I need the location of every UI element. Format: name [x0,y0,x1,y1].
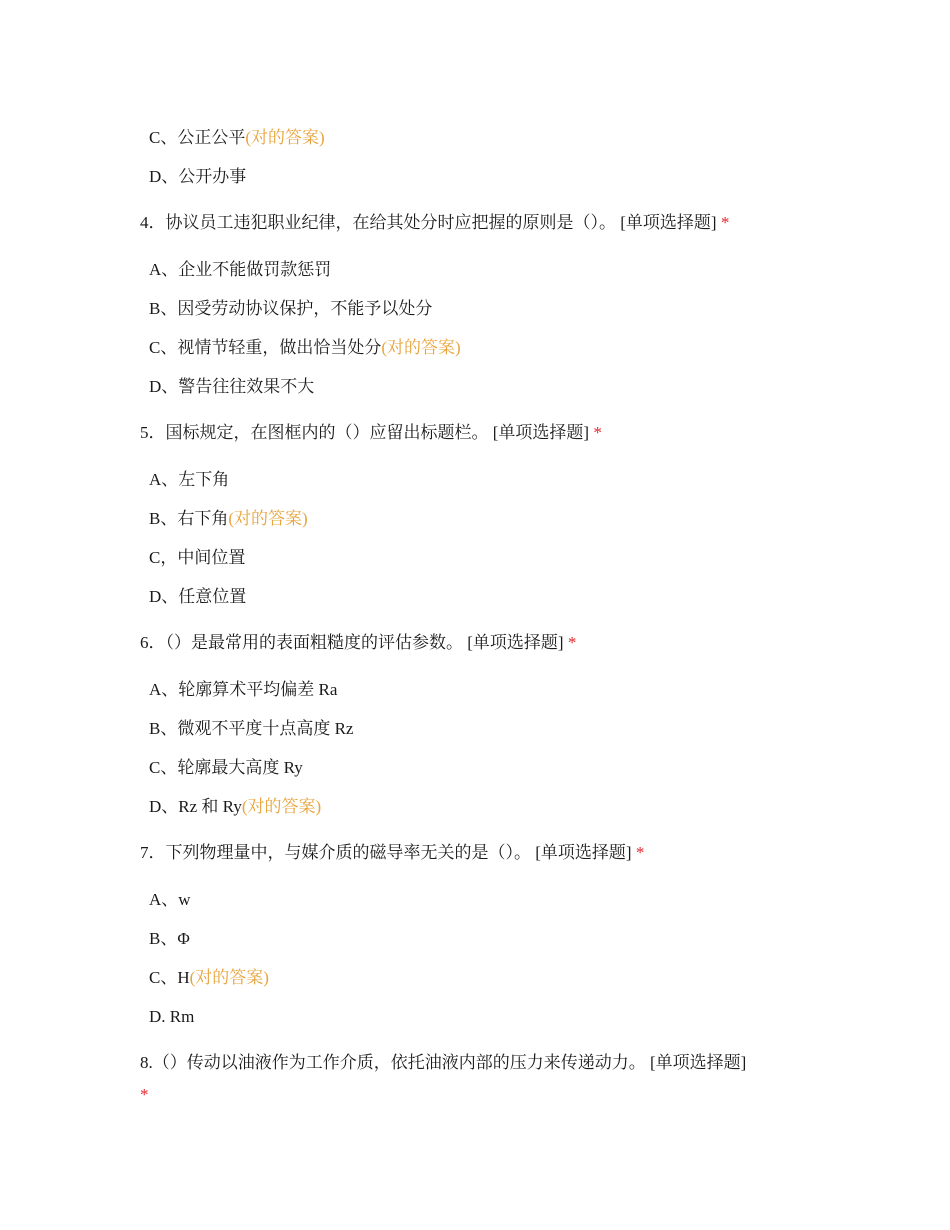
option-text: D、公开办事 [149,167,247,186]
option-text: D、警告往往效果不大 [149,377,315,396]
option-text: D、Rz 和 Ry [149,797,242,816]
required-star: * [593,423,602,442]
question-text: 6．（）是最常用的表面粗糙度的评估参数。 [单项选择题] [140,633,564,652]
option-q4-a [149,259,331,281]
option-q6-d [149,796,321,818]
option-text: B、微观不平度十点高度 Rz [149,719,354,738]
option-text: C、视情节轻重，做出恰当处分 [149,338,382,357]
option-q4-b [149,298,432,320]
option-text: C，中间位置 [149,548,246,567]
option-text: D、任意位置 [149,587,247,606]
option-q3-c [149,127,325,149]
question-8-stem [140,1052,746,1074]
option-q3-d [149,166,246,188]
option-text: A、w [149,890,191,909]
option-q7-c [149,967,269,989]
option-q6-b [149,718,353,740]
option-text: B、Φ [149,929,190,948]
required-star: * [567,633,577,652]
option-text: D. Rm [149,1007,195,1026]
correct-answer-label: (对的答案) [381,338,461,357]
correct-answer-label: (对的答案) [189,968,269,987]
correct-answer-label: (对的答案) [228,509,308,528]
question-7-stem [140,842,644,864]
option-q7-a [149,889,191,911]
option-q5-b [149,508,308,530]
question-4-stem [140,212,729,234]
option-q5-d [149,586,246,608]
option-text: B、右下角 [149,509,229,528]
option-text: A、左下角 [149,470,230,489]
question-5-stem [140,422,602,444]
option-q5-c [149,547,245,569]
option-q5-a [149,469,229,491]
option-text: A、企业不能做罚款惩罚 [149,260,332,279]
question-6-stem [140,632,576,654]
option-text: A、轮廓算术平均偏差 Ra [149,680,338,699]
option-q7-b [149,928,190,950]
option-text: B、因受劳动协议保护，不能予以处分 [149,299,433,318]
option-q4-c [149,337,461,359]
question-text: 4．协议员工违犯职业纪律，在给其处分时应把握的原则是（）。 [单项选择题] [140,213,717,232]
option-text: C、H [149,968,190,987]
question-8-star-line [140,1084,149,1106]
required-star: * [140,1085,149,1104]
option-q7-d [149,1006,194,1028]
correct-answer-label: (对的答案) [245,128,325,147]
option-text: C、轮廓最大高度 Ry [149,758,303,777]
question-text: 8.（）传动以油液作为工作介质，依托油液内部的压力来传递动力。 [单项选择题] [140,1053,747,1072]
required-star: * [635,843,645,862]
option-q6-c [149,757,303,779]
question-text: 7．下列物理量中，与媒介质的磁导率无关的是（）。 [单项选择题] [140,843,632,862]
question-text: 5．国标规定，在图框内的（）应留出标题栏。 [单项选择题] [140,423,590,442]
option-q6-a [149,679,337,701]
option-q4-d [149,376,314,398]
option-text: C、公正公平 [149,128,246,147]
correct-answer-label: (对的答案) [241,797,322,816]
required-star: * [720,213,730,232]
